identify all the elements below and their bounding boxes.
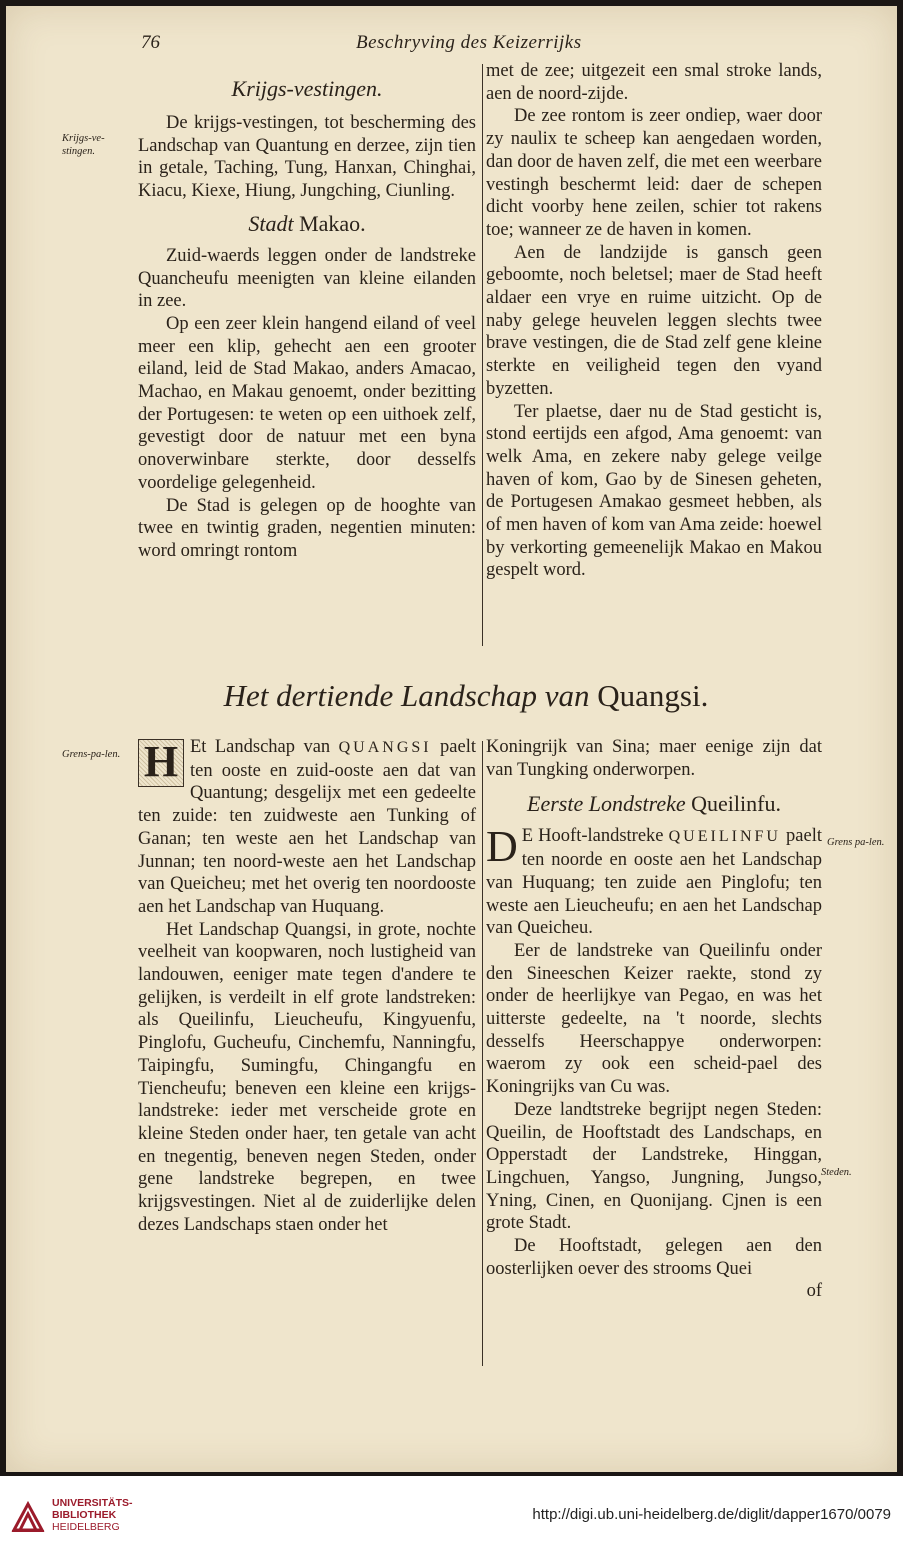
library-footer (0, 1476, 903, 1555)
paragraph: De Hooftstadt, gelegen aen den oosterlijken oever des strooms Quei (486, 1236, 822, 1279)
initial-letter: D (486, 822, 518, 872)
book-page (6, 6, 897, 1472)
paragraph: D E Hooft-landstreke QUEILINFU paelt ten noorde en ooste aen het Landschap van Huquang; ten zuide aen Pinglofu; ten weste aen Lieucheufu; en aen het Landschap van Queicheu. (486, 822, 822, 939)
ornamental-initial: H (138, 739, 184, 787)
paragraph: De Stad is gelegen op de hooghte van twee en twintig graden, negentien minuten: word omringt rontom (138, 495, 476, 561)
catchword: of (806, 1281, 822, 1302)
margin-note-krijgs-vestingen: Krijgs-ve-stingen. (62, 133, 105, 157)
paragraph: De krijgs-vestingen, tot bescherming des Landschap van Quantung en derzee, zijn tien in getale, Taching, Tung, Hanxan, Chinghai, Kiacu, Kiexe, Hiung, Jungching, Ciunling. (138, 113, 476, 202)
running-head: Beschryving des Keizerrijks (356, 32, 582, 53)
right-column-top (486, 60, 822, 582)
paragraph: Koningrijk van Sina; maer eenige zijn dat van Tungking onderworpen. (486, 737, 822, 780)
margin-note-grens-palen: Grens-pa-len. (62, 749, 121, 760)
university-library-logo-icon (10, 1498, 46, 1534)
paragraph: H Et Landschap van QUANGSI paelt ten ooste en zuid-ooste aen dat van Quantung; desgelijx met een gedeelte ten zuide: ten zuidweste aen Tunking of Ganan; ten weste aen het Landschap van Junnan; ten noord-weste aen het Landschap van Queicheu; met het overig ten noordooste aen het Landschap van Huquang. (138, 737, 476, 917)
paragraph: Eer de landstreke van Queilinfu onder den Sineeschen Keizer raekte, stond zy onder de heerlijkye van Pegao, en was het uitterste gedeelte, na 't noorde, slechts desselfs Heerschappye onderworpen: waerom zy ook een scheid-pael des Koningrijks van Cu was. (486, 940, 822, 1098)
right-column-bottom (486, 736, 822, 1303)
chapter-title: Het dertiende Landschap van Quangsi. (223, 678, 709, 713)
paragraph: Deze landtstreke begrijpt negen Steden: Queilin, de Hooftstadt des Landschaps, en Opperstadt der Landstreke, Hinggan, Lingchuen, Yangso, Jungning, Jungso, Yning, Cinen, en Quonijang. Cjnen is een grote Stadt. (486, 1099, 822, 1234)
paragraph: Ter plaetse, daer nu de Stad gesticht is, stond eertijds een afgod, Ama genoemt: van welk Ama, en zekere naby gelege veilge haven of kom, Gao by de Sinesen geheten, de Portugesen Amakao gesmeet hebben, als of men haven of kom van Ama zeide: hoewel by verkorting gemeenelijk Makao en Makou gespelt word. (486, 401, 822, 581)
left-column-top (138, 72, 476, 563)
library-name: UNIVERSITÄTS- BIBLIOTHEK HEIDELBERG (52, 1497, 133, 1533)
left-column-bottom (138, 736, 476, 1236)
paragraph: met de zee; uitgezeit een smal stroke lands, aen de noord-zijde. (486, 61, 822, 104)
paragraph: Op een zeer klein hangend eiland of veel meer een klip, gehecht aen een grooter eiland, leid de Stad Makao, anders Amacao, Machao, en Makau genoemt, onder bezitting der Portugesen: te weten op een uithoek zelf, gevestigt door de natuur met een byna onoverwinbare sterkte, door desselfs voordelige gelegenheid. (138, 313, 476, 493)
source-url-link[interactable]: http://digi.ub.uni-heidelberg.de/diglit/dapper1670/0079 (532, 1506, 891, 1523)
section-heading-krijgs-vestingen: Krijgs-vestingen. (231, 76, 383, 101)
column-divider (482, 741, 483, 1366)
paragraph: Zuid-waerds leggen onder de landstreke Quancheufu meenigten van kleine eilanden in zee. (138, 245, 476, 312)
paragraph: De zee rontom is zeer ondiep, waer door zy naulix te scheep kan aengedaen worden, dan door de haven zelf, die met een weerbare vestingh beschermt leid: daer de schepen dicht voorby hene zeilen, schier tot rakens toe; wanneer ze de haven in komen. (486, 106, 822, 240)
section-heading-queilinfu: Eerste Londstreke Queilinfu. (527, 791, 781, 817)
section-heading-makao: Stadt Makao. (248, 210, 366, 236)
margin-note-grens-palen-right: Grens pa-len. (827, 837, 885, 848)
paragraph: Het Landschap Quangsi, in grote, nochte veelheit van koopwaren, noch lustigheid van landouwen, eeniger mate tegen d'andere te gelijken, is verdeilt in elf grote landstreken: als Queilinfu, Lieucheufu, Kingyuenfu, Pinglofu, Gucheufu, Cinchemfu, Nanningfu, Taipingfu, Sumingfu, Chingangfu en Tiencheufu; beneven een kleine een krijgs-landstreke: ieder met verscheide grote en kleine Steden onder haer, ten getale van acht en tnegentig, beneven negen Steden, onder gene landstreke begrepen, en twee krijgsvestingen. Niet al de zuiderlijke delen dezes Landschaps staen onder het (138, 919, 476, 1235)
column-divider (482, 64, 483, 646)
page-number: 76 (141, 32, 160, 53)
margin-note-steden: Steden. (821, 1167, 852, 1178)
paragraph: Aen de landzijde is gansch geen geboomte, noch beletsel; maer de Stad heeft aldaer een vrye en ruime uitzicht. Op de naby gelege heuvelen leggen slechts twee brave vestingen, die de Stad zelf gene kleine sterkte en veiligheid tegen den vyand byzetten. (486, 242, 822, 399)
